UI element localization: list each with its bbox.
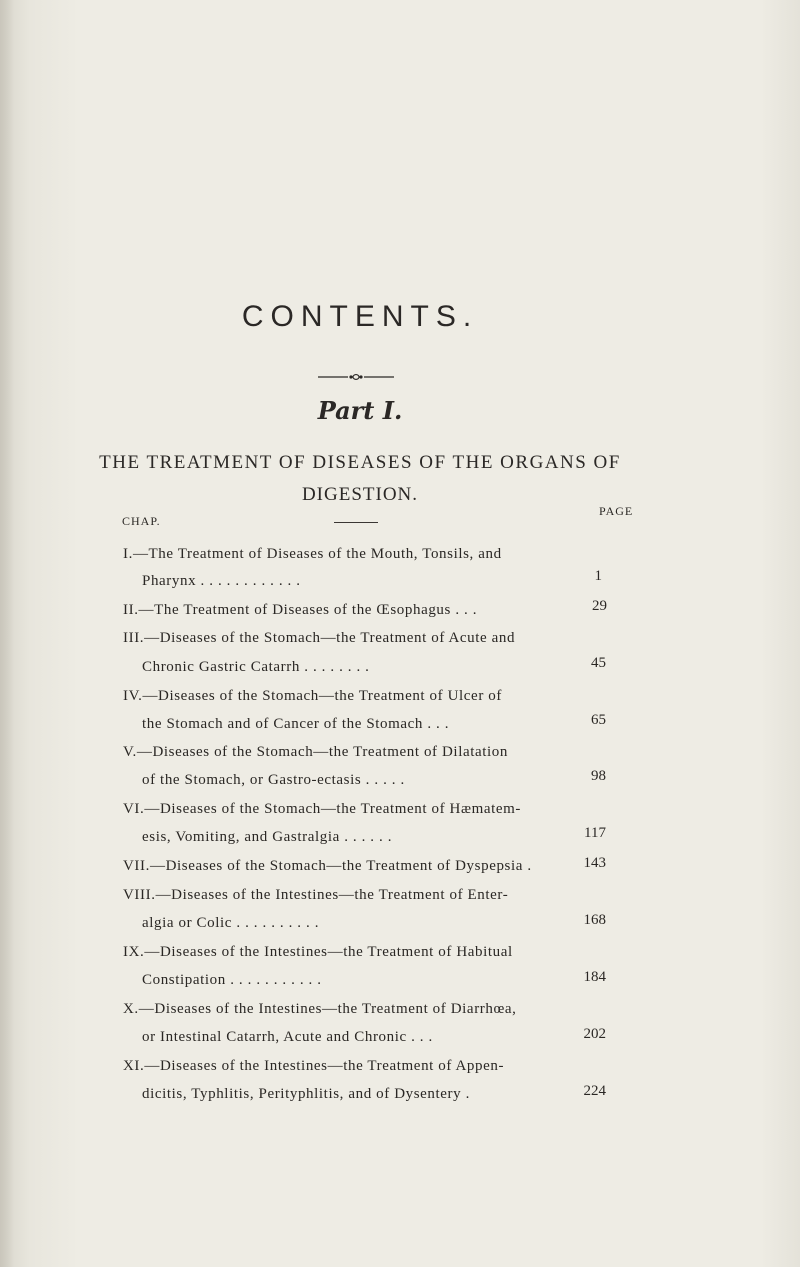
ornament-divider [310, 372, 400, 382]
entry-11-line-2: dicitis, Typhlitis, Perityphlitis, and of Dysentery . [142, 1086, 470, 1102]
entry-6-page: 117 [584, 825, 606, 841]
entry-9-line-2: Constipation . . . . . . . . . . . [142, 972, 322, 988]
entry-1-line-1: I.—The Treatment of Diseases of the Mouth, Tonsils, and [123, 546, 502, 562]
page-gutter-shadow [0, 0, 14, 1267]
contents-title: CONTENTS. [241, 300, 479, 333]
entry-9-page: 184 [583, 969, 606, 985]
entry-10-line-2: or Intestinal Catarrh, Acute and Chronic . . . [142, 1029, 433, 1045]
short-rule [334, 522, 378, 523]
entry-5-line-2: of the Stomach, or Gastro-ectasis . . . . . [142, 772, 405, 788]
entry-10-line-1: X.—Diseases of the Intestines—the Treatment of Diarrhœa, [123, 1001, 517, 1017]
entry-8-line-2: algia or Colic . . . . . . . . . . [142, 915, 320, 931]
section-title-line-1: THE TREATMENT OF DISEASES OF THE ORGANS OF [99, 452, 621, 473]
part-label [0, 396, 720, 426]
entry-4-line-2: the Stomach and of Cancer of the Stomach . . . [142, 716, 450, 732]
entry-1-page: 1 [594, 568, 602, 584]
entry-6-line-2: esis, Vomiting, and Gastralgia . . . . . . [142, 829, 393, 845]
entry-1-line-2: Pharynx . . . . . . . . . . . . [142, 573, 301, 589]
entry-2-page: 29 [592, 598, 607, 614]
section-title-line-2: DIGESTION. [301, 484, 419, 505]
entry-8-line-1: VIII.—Diseases of the Intestines—the Treatment of Enter- [123, 887, 509, 903]
entry-7-page: 143 [583, 855, 606, 871]
entry-2-line-1: II.—The Treatment of Diseases of the Œsophagus . . . [123, 602, 478, 618]
entry-7-line-1: VII.—Diseases of the Stomach—the Treatment of Dyspepsia . [123, 858, 532, 874]
entry-8-page: 168 [583, 912, 606, 928]
entry-3-line-1: III.—Diseases of the Stomach—the Treatment of Acute and [123, 630, 516, 646]
entry-4-page: 65 [591, 712, 606, 728]
chap-column-label: CHAP. [122, 514, 161, 528]
entry-10-page: 202 [583, 1026, 606, 1042]
entry-3-page: 45 [591, 655, 606, 671]
entry-11-page: 224 [583, 1083, 606, 1099]
entry-11-line-1: XI.—Diseases of the Intestines—the Treatment of Appen- [123, 1058, 505, 1074]
page-column-label: PAGE [599, 504, 634, 518]
entry-9-line-1: IX.—Diseases of the Intestines—the Treatment of Habitual [123, 944, 513, 960]
entry-4-line-1: IV.—Diseases of the Stomach—the Treatment of Ulcer of [123, 688, 502, 704]
part-label-text: Part I. [317, 396, 403, 425]
entry-3-line-2: Chronic Gastric Catarrh . . . . . . . . [142, 659, 370, 675]
entry-5-line-1: V.—Diseases of the Stomach—the Treatment of Dilatation [123, 744, 508, 760]
entry-6-line-1: VI.—Diseases of the Stomach—the Treatment of Hæmatem- [123, 801, 521, 817]
entry-5-page: 98 [591, 768, 606, 784]
